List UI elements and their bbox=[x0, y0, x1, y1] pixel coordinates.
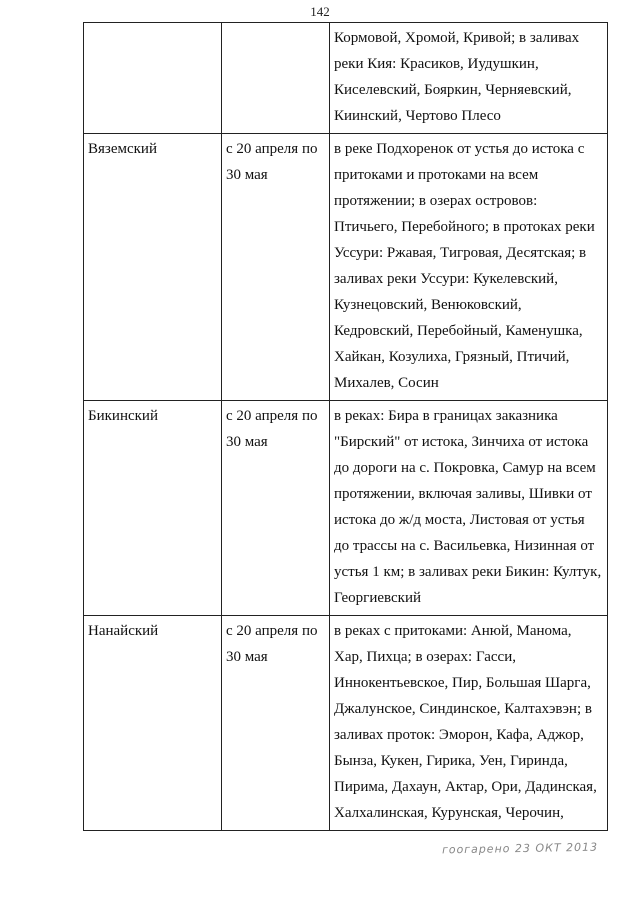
period-cell: с 20 апреля по 30 мая bbox=[222, 401, 330, 616]
table-row bbox=[84, 23, 608, 134]
district-cell: Бикинский bbox=[84, 401, 222, 616]
page-number: 142 bbox=[310, 4, 330, 19]
regulation-table bbox=[83, 22, 608, 831]
table-row bbox=[84, 616, 608, 831]
district-cell: Нанайский bbox=[84, 616, 222, 831]
district-cell bbox=[84, 23, 222, 134]
places-cell: в реках с притоками: Анюй, Манома, Хар, Пихца; в озерах: Гасси, Иннокентьевское, Пир, Большая Шарга, Джалунское, Синдинское, Калтахэвэн; в заливах проток: Эморон, Кафа, Аджор, Бынза, Кукен, Гирика, Уен, Гиринда, Пирима, Дахаун, Актар, Ори, Дадинская, Халхалинская, Курунская, Черочин, bbox=[330, 616, 608, 831]
table-row bbox=[84, 401, 608, 616]
table-row bbox=[84, 134, 608, 401]
approval-stamp: гоогарено 23 ОКТ 2013 bbox=[441, 840, 599, 857]
period-cell: с 20 апреля по 30 мая bbox=[222, 134, 330, 401]
places-cell: Кормовой, Хромой, Кривой; в заливах реки Кия: Красиков, Иудушкин, Киселевский, Бояркин, Черняевский, Киинский, Чертово Плесо bbox=[330, 23, 608, 134]
district-cell: Вяземский bbox=[84, 134, 222, 401]
places-cell: в реке Подхоренок от устья до истока с притоками и протоками на всем протяжении; в озерах островов: Птичьего, Перебойного; в протоках реки Уссури: Ржавая, Тигровая, Десятская; в заливах реки Уссури: Кукелевский, Кузнецовский, Венюковский, Кедровский, Перебойный, Каменушка, Хайкан, Козулиха, Грязный, Птичий, Михалев, Сосин bbox=[330, 134, 608, 401]
places-cell: в реках: Бира в границах заказника "Бирский" от истока, Зинчиха от истока до дороги на с. Покровка, Самур на всем протяжении, включая заливы, Шивки от истока до ж/д моста, Листовая от устья до трассы на с. Васильевка, Низинная от устья 1 км; в заливах реки Бикин: Култук, Георгиевский bbox=[330, 401, 608, 616]
period-cell: с 20 апреля по 30 мая bbox=[222, 616, 330, 831]
period-cell bbox=[222, 23, 330, 134]
